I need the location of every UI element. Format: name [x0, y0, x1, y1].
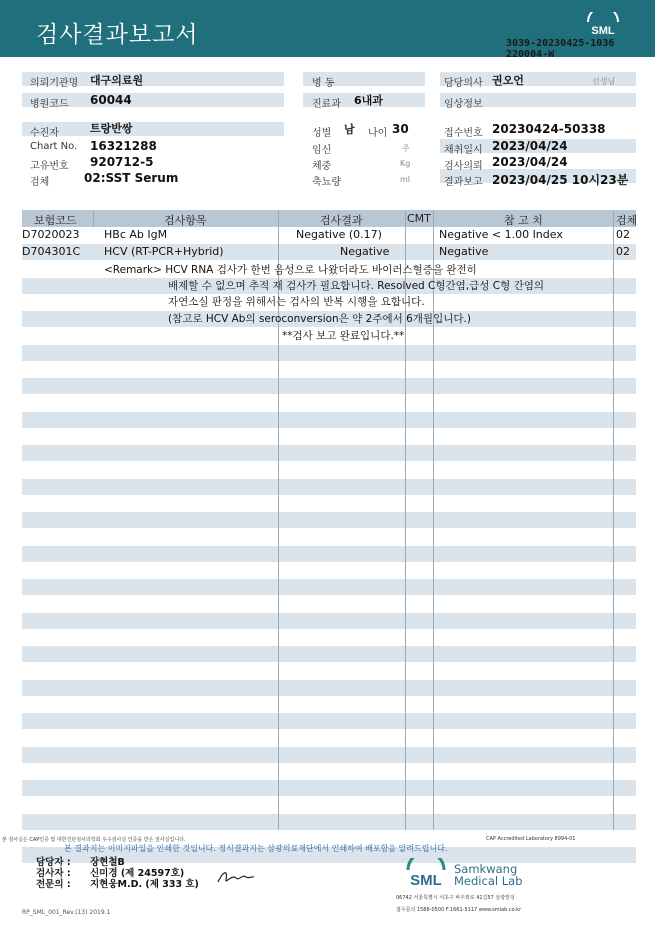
doctor-suffix: 선생님 [592, 77, 616, 86]
info-band [22, 122, 284, 136]
reported-label: 결과보고 [444, 177, 483, 188]
staff-role: 전문의 : [36, 879, 71, 890]
sml-logo-text: SML [591, 25, 615, 37]
table-stripe [22, 345, 636, 361]
table-stripe [22, 646, 636, 662]
doctor-label: 담당의사 [444, 78, 483, 89]
report-id [506, 38, 614, 60]
cap-accreditation: CAP Accredited Laboratory 8994-01 [486, 836, 576, 842]
signature-icon [216, 868, 256, 886]
results-table [22, 210, 636, 830]
report-title: 검사결과보고서 [36, 22, 199, 48]
receipt-label: 접수번호 [444, 128, 483, 139]
lab-name-line2: Medical Lab [454, 874, 523, 888]
lab-logo-icon [404, 858, 448, 888]
remark-line: <Remark> HCV RNA 검사가 한번 음성으로 나왔더라도 바이러스혈증을 완전히 [104, 264, 477, 276]
row-specimen: 02 [616, 245, 630, 258]
chart-label: Chart No. [30, 141, 78, 152]
staff-name: 장현철B [90, 857, 125, 868]
staff-name: 지현웅M.D. (제 333 호) [90, 879, 199, 890]
weight-label: 체중 [312, 161, 332, 172]
accreditation-note: 본 검사실은 CAP인증 및 대한진단검사의학회 우수검사실 인증을 받은 검사실입니다. [2, 837, 186, 843]
col-specimen: 검체 [616, 214, 638, 227]
urine-label: 축뇨량 [312, 177, 341, 188]
recipient-value: 트랑반쌍 [90, 122, 133, 135]
remark-line: 배제할 수 없으며 추적 재 검사가 필요합니다. Resolved C형간염,급성 C형 간염의 [168, 280, 545, 292]
department-label: 진료과 [312, 99, 341, 110]
sex-value: 남 [344, 123, 355, 136]
table-stripe [22, 412, 636, 428]
staff-role: 담당자 : [36, 857, 71, 868]
table-stripe [22, 613, 636, 629]
age-value: 30 [392, 122, 409, 136]
sml-logo-icon [584, 12, 622, 38]
staff-role: 검사자 : [36, 868, 71, 879]
recipient-label: 수진자 [30, 128, 59, 139]
id-label: 고유번호 [30, 161, 69, 172]
requested-value: 2023/04/24 [492, 155, 568, 169]
table-stripe [22, 378, 636, 394]
table-stripe [22, 512, 636, 528]
row-test-result: Negative [340, 245, 390, 258]
report-id-line2: 220004-W [506, 49, 555, 60]
hospital-code-value: 60044 [90, 93, 132, 107]
lab-name-line1: Samkwang [454, 862, 518, 876]
table-stripe [22, 713, 636, 729]
row-reference: Negative < 1.00 Index [439, 228, 563, 241]
column-divider [613, 210, 614, 830]
table-stripe [22, 747, 636, 763]
receipt-value: 20230424-50338 [492, 122, 606, 136]
col-cmt: CMT [407, 212, 431, 225]
requesting-org-value: 대구의료원 [90, 74, 144, 87]
table-stripe [22, 814, 636, 830]
report-complete-note: **검사 보고 완료입니다.** [282, 330, 405, 342]
pregnancy-unit: 주 [402, 144, 410, 153]
row-reference: Negative [439, 245, 489, 258]
table-stripe [22, 780, 636, 796]
lab-logo-text: SML [410, 872, 442, 888]
weight-unit: Kg [400, 159, 411, 168]
column-divider [433, 210, 434, 830]
sex-label: 성별 [312, 128, 332, 139]
chart-value: 16321288 [90, 139, 157, 153]
requested-label: 검사의뢰 [444, 161, 483, 172]
reported-value: 2023/04/25 10시23분 [492, 173, 629, 187]
table-stripe [22, 445, 636, 461]
remark-line: (참고로 HCV Ab의 seroconversion은 약 2주에서 6개월입니다.) [168, 313, 471, 325]
report-id-line1: 3039-20230425-1036 [506, 38, 615, 49]
pregnancy-label: 임신 [312, 145, 332, 156]
staff-name: 신미경 (제 24597호) [90, 868, 185, 879]
lab-address-line1: 06742 서울특별시 서초구 바우뫼로 41길57 삼광빌딩 [396, 895, 515, 901]
department-value: 6내과 [354, 94, 383, 107]
remark-line: 자연소실 판정을 위해서는 검사의 반복 시행을 요합니다. [168, 296, 425, 308]
row-insurance-code: D704301C [22, 245, 81, 258]
column-divider [93, 210, 94, 227]
ward-label: 병 동 [312, 78, 335, 89]
table-stripe [22, 479, 636, 495]
collected-value: 2023/04/24 [492, 139, 568, 153]
lab-name [454, 863, 522, 887]
id-value: 920712-5 [90, 155, 154, 169]
col-insurance-code: 보험코드 [34, 214, 77, 227]
urine-unit: ml [400, 175, 411, 184]
hospital-code-label: 병원코드 [30, 99, 69, 110]
lab-address-line2: 접수문의 1588-0500 F:1661-5117 www.smlab.co.kr [396, 907, 522, 913]
row-insurance-code: D7020023 [22, 228, 80, 241]
row-test-result: Negative (0.17) [296, 228, 382, 241]
specimen-label: 검체 [30, 177, 50, 188]
table-stripe [22, 546, 636, 562]
requesting-org-label: 의뢰기관명 [30, 78, 79, 89]
doctor-value: 권오언 [492, 74, 524, 87]
col-reference: 참 고 치 [504, 214, 543, 227]
row-test-item: HCV (RT-PCR+Hybrid) [104, 245, 224, 258]
table-stripe [22, 680, 636, 696]
row-specimen: 02 [616, 228, 630, 241]
collected-label: 채취일시 [444, 145, 483, 156]
image-print-notice: 본 결과지는 이미지파일을 인쇄한 것입니다. 정식결과지는 삼광의료재단에서 인쇄하여 배포함을 알려드립니다. [64, 844, 448, 853]
specimen-value: 02:SST Serum [84, 171, 179, 185]
col-test-item: 검사항목 [164, 214, 207, 227]
row-test-item: HBc Ab IgM [104, 228, 168, 241]
lab-address [396, 894, 521, 913]
clinical-info-label: 임상정보 [444, 99, 483, 110]
form-revision: RP_SML_001_Rev.(13) 2019.1 [22, 909, 111, 916]
col-test-result: 검사결과 [320, 214, 363, 227]
age-label: 나이 [368, 128, 388, 139]
table-stripe [22, 579, 636, 595]
